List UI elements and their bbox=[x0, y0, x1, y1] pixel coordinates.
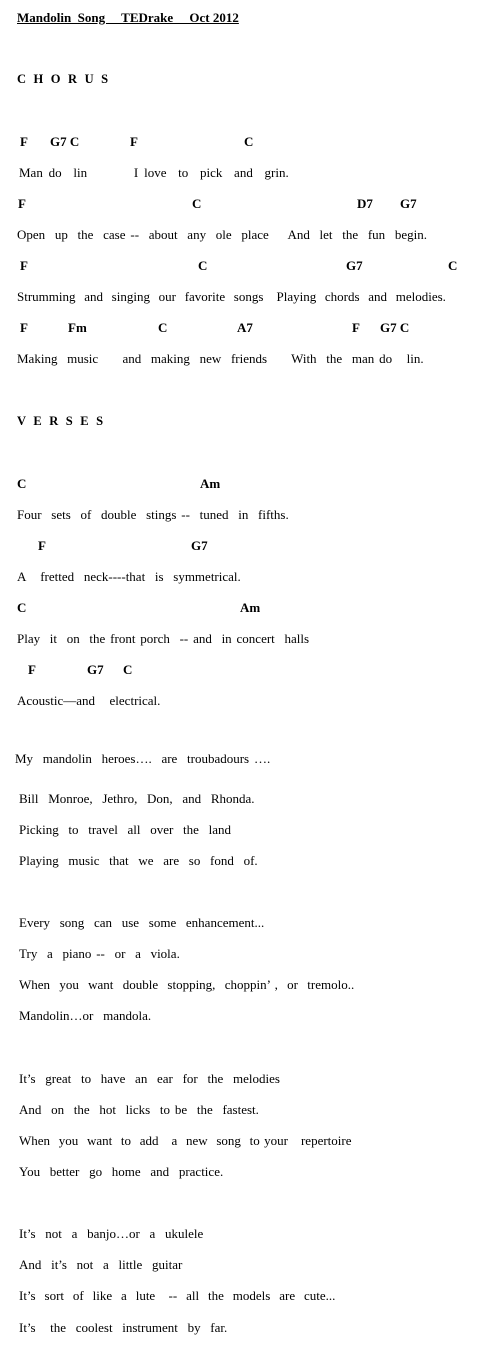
lyric-line: And on the hot licks to be the fastest. bbox=[19, 1102, 259, 1117]
chord: C bbox=[17, 476, 27, 491]
lyric-line: Picking to travel all over the land bbox=[19, 822, 231, 837]
chord: Am bbox=[240, 600, 261, 615]
chord: Fm bbox=[68, 320, 87, 335]
chord: C bbox=[448, 258, 458, 273]
chord: A7 bbox=[237, 320, 253, 335]
chord: C bbox=[198, 258, 208, 273]
chord: C bbox=[158, 320, 168, 335]
lyric-line: It’s the coolest instrument by far. bbox=[19, 1320, 228, 1335]
chord: G7 bbox=[87, 662, 104, 677]
chorus-heading: C H O R U S bbox=[17, 72, 111, 86]
lyric-line: Try a piano -- or a viola. bbox=[19, 946, 180, 961]
lyric-line: And it’s not a little guitar bbox=[19, 1257, 183, 1272]
lyric-line: When you want double stopping, choppin’ , or tremolo.. bbox=[19, 977, 355, 992]
chord: G7 C bbox=[380, 320, 410, 335]
chord: C bbox=[123, 662, 133, 677]
lyric-line: It’s sort of like a lute -- all the models are cute... bbox=[19, 1288, 336, 1303]
lyric-line: Bill Monroe, Jethro, Don, and Rhonda. bbox=[19, 791, 255, 806]
lyric-line: When you want to add a new song to your repertoire bbox=[19, 1133, 352, 1148]
song-title: Mandolin Song TEDrake Oct 2012 bbox=[17, 10, 239, 25]
chord: F bbox=[20, 258, 28, 273]
lyric-line: A fretted neck----that is symmetrical. bbox=[17, 569, 241, 584]
lyric-line: Man do lin I love to pick and grin. bbox=[19, 165, 289, 180]
lyric-line: Making music and making new friends With the man do lin. bbox=[17, 351, 424, 366]
chord: F bbox=[18, 196, 26, 211]
chord: C bbox=[192, 196, 202, 211]
lyric-line: You better go home and practice. bbox=[19, 1164, 224, 1179]
chord: G7 bbox=[400, 196, 417, 211]
lyric-line: It’s great to have an ear for the melodies bbox=[19, 1071, 280, 1086]
chord: Am bbox=[200, 476, 221, 491]
lyric-line: Play it on the front porch -- and in concert halls bbox=[17, 631, 310, 646]
lyric-line: Playing music that we are so fond of. bbox=[19, 853, 258, 868]
lyric-line: It’s not a banjo…or a ukulele bbox=[19, 1226, 204, 1241]
chord: C bbox=[244, 134, 254, 149]
chord: C bbox=[17, 600, 27, 615]
chord: F bbox=[20, 320, 28, 335]
chord: F bbox=[352, 320, 360, 335]
chord: F bbox=[20, 134, 28, 149]
chord: G7 C bbox=[50, 134, 80, 149]
chord: F bbox=[38, 538, 46, 553]
lyric-line: Open up the case -- about any ole place And let the fun begin. bbox=[17, 227, 427, 242]
chord: G7 bbox=[346, 258, 363, 273]
chord: D7 bbox=[357, 196, 373, 211]
chord: F bbox=[28, 662, 36, 677]
lyric-line: Four sets of double stings -- tuned in fifths. bbox=[17, 507, 289, 522]
lyric-line: Every song can use some enhancement... bbox=[19, 915, 265, 930]
verses-heading: V E R S E S bbox=[17, 414, 106, 428]
chord: G7 bbox=[191, 538, 208, 553]
chord: F bbox=[130, 134, 138, 149]
lyric-line: Acoustic—and electrical. bbox=[17, 693, 161, 708]
lyric-line: Mandolin…or mandola. bbox=[19, 1008, 152, 1023]
lyric-line: My mandolin heroes…. are troubadours …. bbox=[15, 751, 271, 766]
lyric-line: Strumming and singing our favorite songs Playing chords and melodies. bbox=[17, 289, 446, 304]
